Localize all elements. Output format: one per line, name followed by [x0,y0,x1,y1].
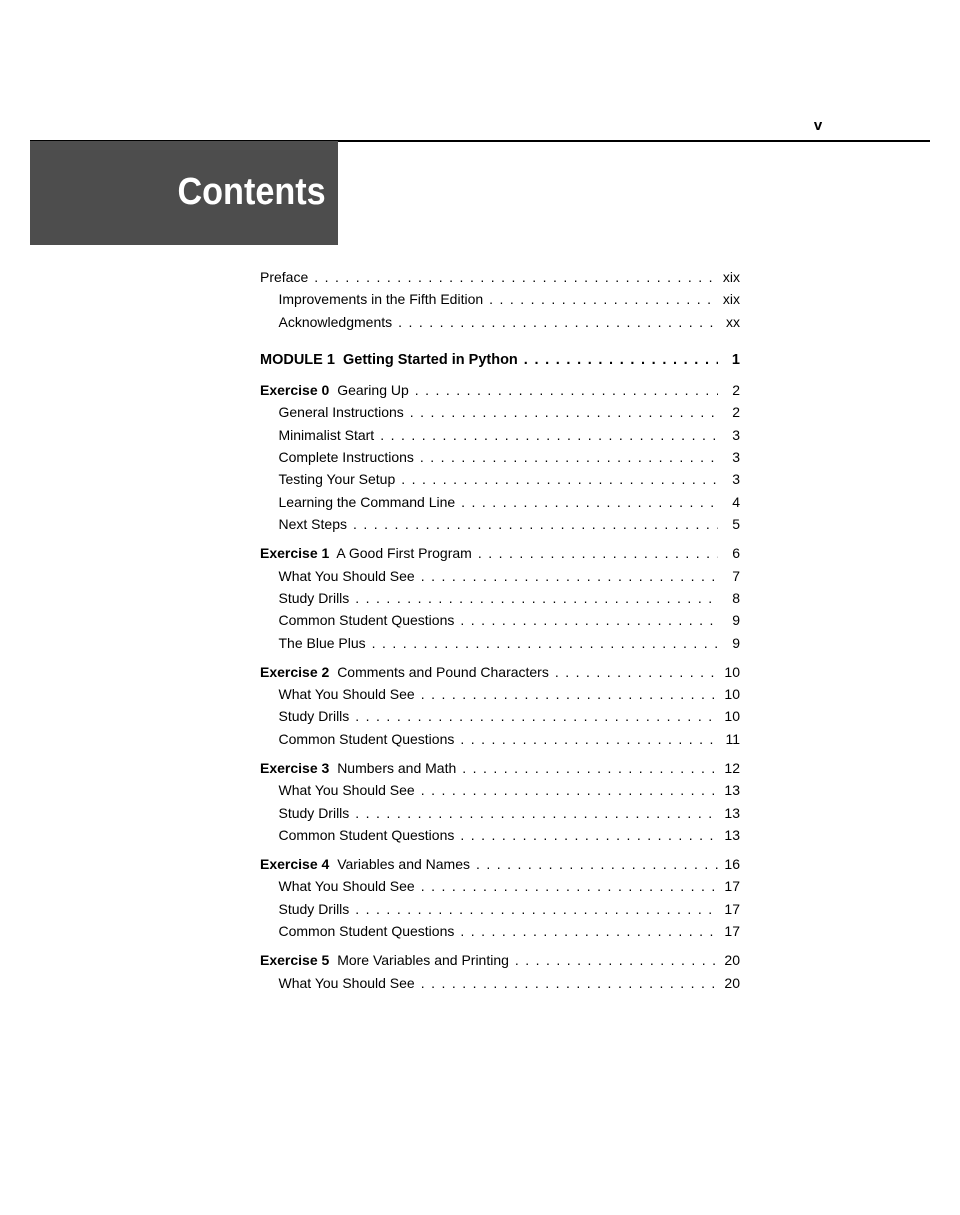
toc-entry-label [279,634,366,652]
toc-entry-title: Improvements in the Fifth Edition [278,291,484,308]
toc-entry-title: Common Student Questions [278,612,455,629]
toc-entry-title: Next Steps [278,516,347,533]
toc-entry-title: Learning the Command Line [278,493,456,510]
toc-entry-prefix: Exercise 3 [260,759,330,776]
toc-entry-title: Preface [260,269,309,285]
toc-entry-page: 11 [725,730,740,747]
toc-entry-label [279,426,375,444]
toc-entry[interactable] [260,730,740,748]
dot-leader [478,544,718,562]
toc-entry-page: 13 [724,827,740,844]
toc-entry[interactable] [260,268,740,286]
toc-entry[interactable] [260,922,740,940]
toc-entry[interactable] [260,313,740,331]
toc-entry-label [260,351,518,369]
toc-entry-page: xix [722,269,740,285]
toc-entry-page: 17 [724,923,740,940]
toc-entry-label [279,611,455,629]
toc-entry-title: Comments and Pound Characters [337,663,549,680]
dot-leader [555,663,718,681]
dot-leader [476,855,718,873]
dot-leader [314,268,717,286]
table-of-contents [260,268,740,996]
toc-entry-label [279,781,415,799]
toc-entry-page: 10 [724,663,740,680]
dot-leader [355,804,718,822]
toc-entry-page: 5 [732,516,740,533]
page-number: v [813,117,823,134]
toc-entry-page: 8 [732,589,740,606]
toc-entry-label [260,544,472,562]
dot-leader [380,426,718,444]
toc-entry-title: Testing Your Setup [278,471,396,488]
dot-leader [421,877,718,895]
toc-entry-label [260,663,549,681]
toc-entry-page: 3 [732,448,740,465]
dot-leader [460,826,718,844]
toc-entry-label [260,381,409,399]
toc-entry-label [279,470,396,488]
toc-entry[interactable] [260,634,740,652]
toc-entry-label [260,951,509,969]
toc-entry-page: 16 [724,856,740,873]
toc-entry-page: 10 [724,708,740,725]
title-block [30,141,338,245]
toc-entry-title: Common Student Questions [278,827,455,844]
toc-entry-title: Numbers and Math [337,759,457,776]
toc-entry-page: xix [722,291,740,308]
toc-entry-title: Variables and Names [337,856,470,873]
toc-entry-label [279,685,415,703]
toc-entry-page: 13 [724,782,740,799]
toc-entry-page: xx [726,313,740,330]
toc-entry-label [279,448,414,466]
toc-entry-prefix: Exercise 1 [260,545,330,562]
toc-entry-label [279,974,415,992]
toc-entry-page: 17 [724,900,740,917]
toc-entry-title: What You Should See [278,686,415,703]
dot-leader [372,634,718,652]
toc-entry-label [279,922,455,940]
toc-entry[interactable] [260,290,740,308]
dot-leader [355,589,718,607]
toc-entry-title: What You Should See [278,567,415,584]
toc-entry-label [279,900,350,918]
toc-entry[interactable] [260,707,740,725]
toc-entry[interactable] [260,877,740,895]
toc-entry[interactable] [260,826,740,844]
toc-entry-prefix: Exercise 0 [260,381,330,398]
toc-entry[interactable] [260,426,740,444]
toc-entry[interactable] [260,974,740,992]
toc-entry-title: What You Should See [278,974,415,991]
toc-entry[interactable] [260,493,740,511]
toc-entry-label [279,826,455,844]
toc-entry-title: Acknowledgments [278,313,393,330]
toc-entry-page: 1 [731,351,740,368]
toc-entry-label [260,268,308,286]
dot-leader [420,448,718,466]
toc-entry-page: 20 [724,952,740,969]
toc-entry[interactable] [260,567,740,585]
dot-leader [415,381,718,399]
toc-entry-prefix: Exercise 4 [260,856,330,873]
toc-entry-page: 9 [732,634,740,651]
dot-leader [421,781,718,799]
toc-entry[interactable] [260,544,740,562]
dot-leader [515,951,718,969]
toc-entry-title: The Blue Plus [278,634,366,651]
dot-leader [461,493,718,511]
toc-entry[interactable] [260,611,740,629]
dot-leader [460,611,718,629]
toc-entry[interactable] [260,403,740,421]
toc-entry-prefix: Exercise 2 [260,663,330,680]
toc-entry[interactable] [260,351,740,369]
toc-entry[interactable] [260,515,740,533]
toc-entry-label [279,313,393,331]
toc-entry-page: 3 [732,426,740,443]
toc-entry-title: Minimalist Start [278,426,375,443]
toc-entry-label [279,290,484,308]
dot-leader [421,974,718,992]
toc-entry-page: 2 [732,381,740,398]
toc-entry-page: 12 [724,759,740,776]
toc-entry[interactable] [260,759,740,777]
dot-leader [410,403,718,421]
toc-entry[interactable] [260,470,740,488]
toc-entry-title: A Good First Program [336,545,472,562]
toc-entry-page: 2 [732,404,740,421]
toc-entry-page: 20 [724,974,740,991]
toc-entry-title: What You Should See [278,878,415,895]
dot-leader [353,515,718,533]
toc-entry-label [279,707,350,725]
toc-entry[interactable] [260,900,740,918]
toc-entry[interactable] [260,663,740,681]
dot-leader [355,900,718,918]
toc-entry-label [279,877,415,895]
toc-entry-title: MODULE 1 Getting Started in Python [260,351,518,368]
toc-entry-title: Study Drills [278,708,350,725]
toc-entry[interactable] [260,781,740,799]
dot-leader [398,313,718,331]
toc-entry-label [260,855,470,873]
toc-entry-label [279,589,350,607]
toc-entry-title: Common Student Questions [278,923,455,940]
toc-entry-prefix: Exercise 5 [260,952,330,969]
toc-entry[interactable] [260,589,740,607]
dot-leader [401,470,718,488]
toc-entry[interactable] [260,381,740,399]
toc-entry-title: Study Drills [278,900,350,917]
toc-entry-page: 4 [732,493,740,510]
toc-entry-title: Study Drills [278,589,350,606]
toc-entry[interactable] [260,685,740,703]
toc-entry-label [279,730,455,748]
toc-entry-page: 10 [724,686,740,703]
toc-entry-label [279,804,350,822]
toc-entry-page: 9 [732,612,740,629]
toc-entry-label [279,403,404,421]
dot-leader [460,730,718,748]
toc-entry-title: General Instructions [278,404,404,421]
dot-leader [355,707,718,725]
page-title: Contents [177,171,326,213]
toc-entry-page: 17 [724,878,740,895]
toc-entry-title: What You Should See [278,782,415,799]
dot-leader [462,759,718,777]
dot-leader [421,685,718,703]
toc-entry-page: 13 [724,804,740,821]
toc-entry-page: 7 [732,567,740,584]
toc-entry[interactable] [260,855,740,873]
toc-entry-title: Gearing Up [337,381,409,398]
toc-entry-title: Complete Instructions [278,448,414,465]
toc-entry[interactable] [260,804,740,822]
toc-entry-label [260,759,456,777]
toc-entry-label [279,567,415,585]
toc-entry-page: 6 [732,545,740,562]
dot-leader [421,567,718,585]
toc-entry[interactable] [260,951,740,969]
toc-entry-label [279,493,456,511]
dot-leader [460,922,718,940]
toc-entry[interactable] [260,448,740,466]
dot-leader [489,290,717,308]
toc-entry-title: Study Drills [278,804,350,821]
dot-leader [524,351,718,369]
toc-entry-page: 3 [732,471,740,488]
toc-entry-label [279,515,347,533]
toc-entry-title: Common Student Questions [278,730,455,747]
toc-entry-title: More Variables and Printing [337,952,509,969]
